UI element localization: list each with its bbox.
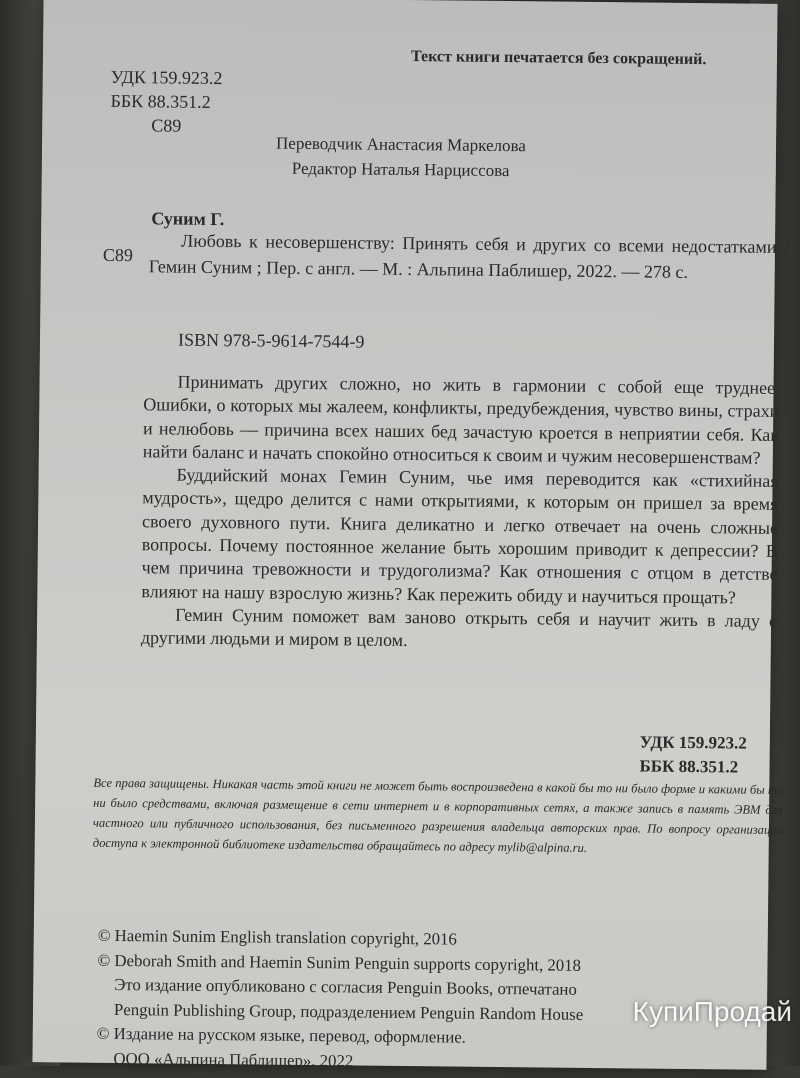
- copyright-line: Penguin Publishing Group, подразделением Penguin Random House: [113, 999, 584, 1024]
- editor-line: Редактор Наталья Нарциссова: [291, 158, 510, 181]
- description: [141, 370, 780, 656]
- author-name: Суним Г.: [151, 208, 225, 230]
- credits: [276, 131, 526, 184]
- copyright-line: © Deborah Smith and Haemin Sunim Penguin supports copyright, 2018: [97, 950, 582, 975]
- bibliographic-text: Любовь к несовершенству: Принять себя и других со всеми недостатками / Гемин Суним ; Пер. с англ. — М. : Альпина Паблишер, 2022. — 278 с.: [148, 230, 790, 282]
- classification-codes: [110, 65, 222, 138]
- bbk-code: ББК 88.351.2: [110, 90, 211, 112]
- bibliographic-record: [149, 227, 790, 286]
- author-mark: С89: [151, 115, 182, 136]
- header-note: Текст книги печатается без сокращений.: [410, 48, 707, 69]
- book-page: [32, 0, 790, 1070]
- description-paragraph: Буддийский монах Гемин Суним, чье имя переводится как «стихийная мудрость», щедро делится с нами открытиями, к которым он пришел за время своего духовного пути. Книга деликатно и легко отвечает на очень сложные вопросы. Почему постоянное желание быть хорошим приводит к депрессии? В чем причина тревожности и трудоголизма? Как отношения с отцом в детстве влияют на нашу взрослую жизнь? Как пережить обиду и научиться прощать?: [141, 464, 779, 608]
- copyright-line: Это издание опубликовано с согласия Penguin Books, отпечатано: [114, 974, 577, 999]
- copyright-line: © Издание на русском языке, перевод, оформление.: [96, 1023, 467, 1047]
- udk-code-bottom: УДК 159.923.2: [639, 732, 747, 753]
- copyright-line: © Haemin Sunim English translation copyright, 2016: [97, 925, 457, 949]
- classification-codes-bottom: [639, 730, 747, 779]
- copyright-line: ООО «Альпина Паблишер», 2022: [113, 1048, 354, 1070]
- description-paragraph: Принимать других сложно, но жить в гармонии с собой еще труднее. Ошибки, о которых мы жалеем, конфликты, предубеждения, чувство вины, страхи и нелюбовь — причина всех наших бед зачастую кроется в неприятии себя. Как найти баланс и начать спокойно относиться к своим и чужим несовершенствам?: [142, 371, 780, 468]
- translator-line: Переводчик Анастасия Маркелова: [275, 133, 527, 156]
- udk-code: УДК 159.923.2: [110, 66, 223, 89]
- bbk-code-bottom: ББК 88.351.2: [639, 756, 739, 777]
- description-paragraph: Гемин Суним поможет вам заново открыть себя и научит жить в ладу с другими людьми и миром в целом.: [140, 604, 778, 651]
- isbn: ISBN 978-5-9614-7544-9: [177, 329, 365, 352]
- watermark: КупиПродай: [632, 996, 792, 1027]
- author-mark-side: С89: [102, 244, 134, 266]
- rights-notice: Все права защищены. Никакая часть этой книги не может быть воспроизведена в какой бы то ни было форме и какими бы то ни было средствами, включая размещение в сети интернет и в корпоративных сетях, а также запись в память ЭВМ для частного или публичного использования, без письменного разрешения владельца авторских прав. По вопросу организации доступа к электронной библиотеке издательства обращайтесь по адресу mylib@alpina.ru.: [92, 775, 784, 855]
